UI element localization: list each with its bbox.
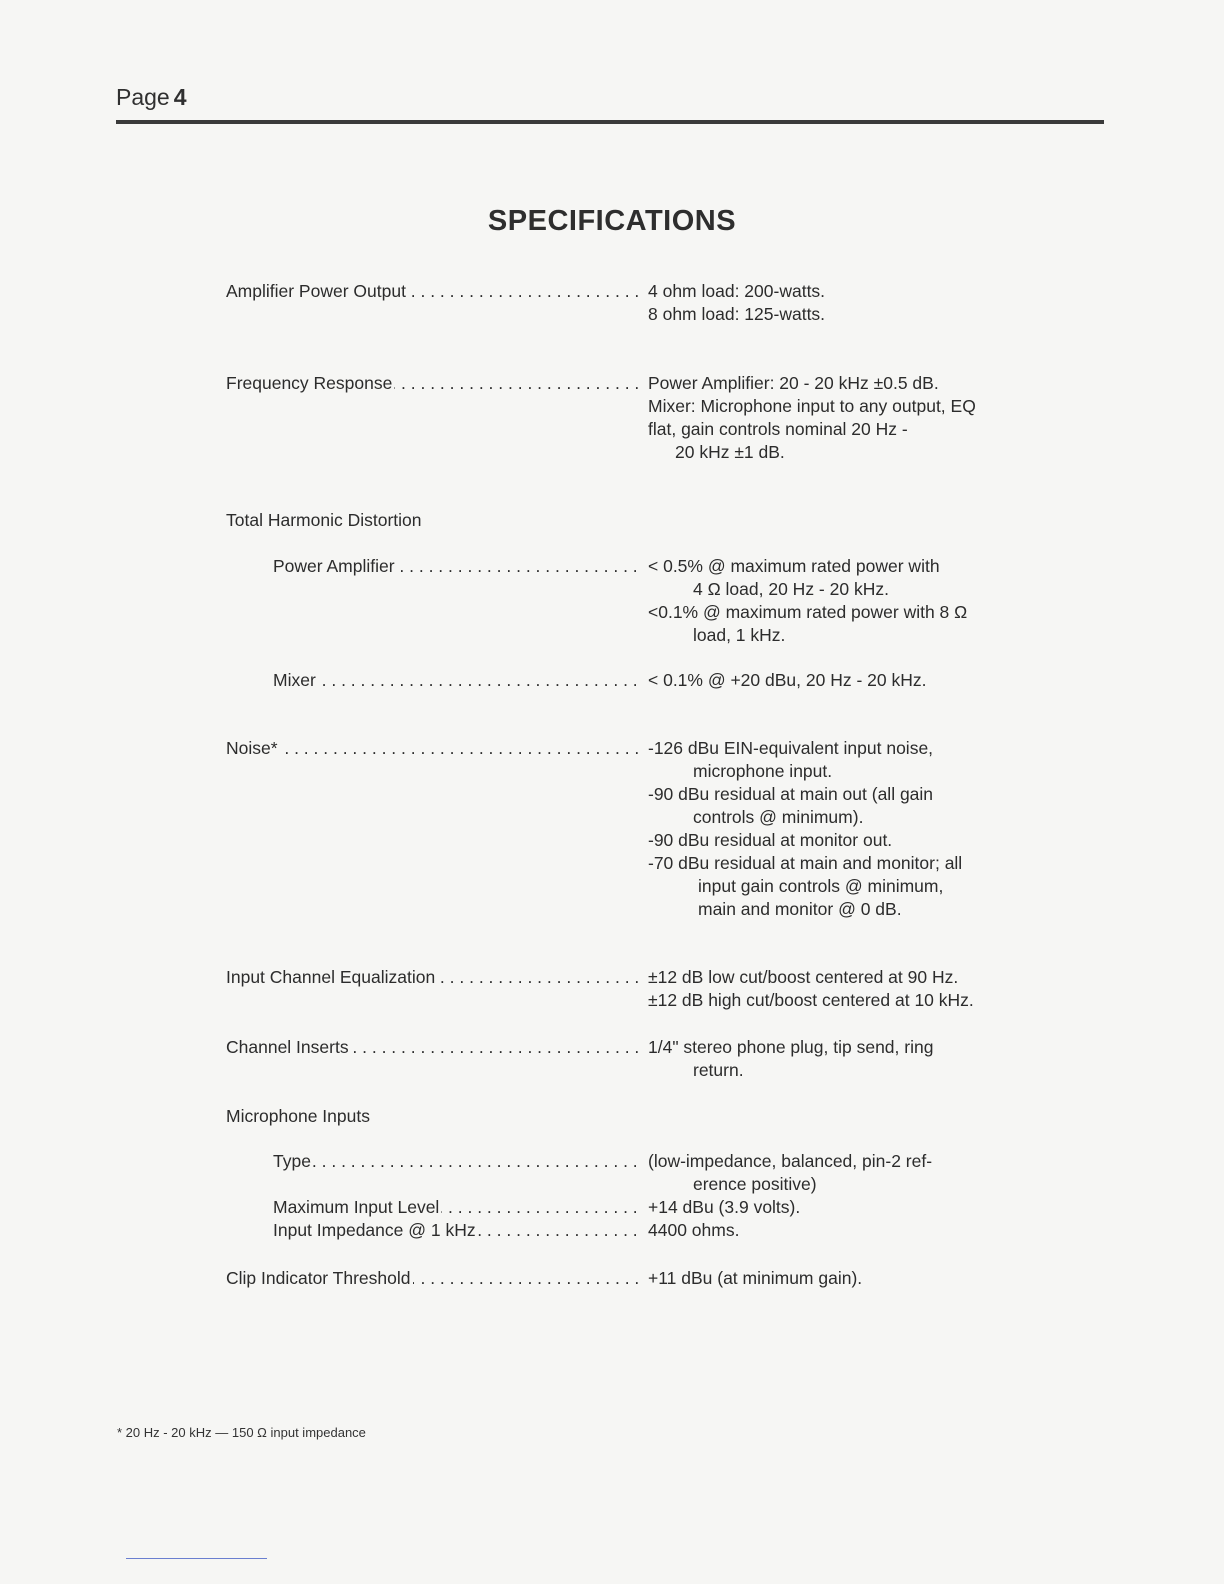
page-number: 4 xyxy=(173,84,187,110)
spec-label: Clip Indicator Threshold . . . xyxy=(226,1267,644,1290)
header-rule xyxy=(116,120,1104,124)
spec-label: Microphone Inputs xyxy=(226,1106,370,1126)
page-header xyxy=(116,84,187,111)
spec-values: ±12 dB low cut/boost centered at 90 Hz. ±12 dB high cut/boost centered at 10 kHz. xyxy=(648,967,974,1010)
page-title: SPECIFICATIONS xyxy=(487,205,737,237)
spec-label: Type . . . xyxy=(273,1150,644,1173)
spec-label: Total Harmonic Distortion xyxy=(226,510,422,530)
spec-values: Power Amplifier: 20 - 20 kHz ±0.5 dB. Mixer: Microphone input to any output, EQ flat, gain controls nominal 20 Hz - 20 kHz ±1 dB. xyxy=(648,373,976,462)
spec-values: +14 dBu (3.9 volts). xyxy=(648,1197,801,1217)
spec-values: (low-impedance, balanced, pin-2 ref- erence positive) xyxy=(648,1151,933,1194)
spec-values: 4400 ohms. xyxy=(648,1220,740,1240)
spec-values: < 0.1% @ +20 dBu, 20 Hz - 20 kHz. xyxy=(648,670,927,690)
spec-label: Input Impedance @ 1 kHz . . . xyxy=(273,1219,644,1242)
spec-label: Frequency Response . . . xyxy=(226,372,644,395)
spec-values: -126 dBu EIN-equivalent input noise, microphone input. -90 dBu residual at main out (all gain controls @ minimum). -90 dBu residual at monitor out. -70 dBu residual at main and monitor; all input gain controls @ minimum, main and monitor @ 0 dB. xyxy=(648,738,963,919)
spec-values: +11 dBu (at minimum gain). xyxy=(648,1268,863,1288)
spec-values: 4 ohm load: 200-watts. 8 ohm load: 125-watts. xyxy=(648,281,826,324)
spec-label: Power Amplifier . . . xyxy=(273,555,644,578)
spec-values: < 0.5% @ maximum rated power with 4 Ω load, 20 Hz - 20 kHz. <0.1% @ maximum rated power with 8 Ω load, 1 kHz. xyxy=(648,556,968,645)
spec-label: Maximum Input Level . . . xyxy=(273,1196,644,1219)
spec-label: Amplifier Power Output . . . xyxy=(226,280,644,303)
spec-label: Channel Inserts . . . xyxy=(226,1036,644,1059)
spec-label: Input Channel Equalization . . . xyxy=(226,966,644,989)
spec-label: Noise* . . . xyxy=(226,737,644,760)
spec-values: 1/4" stereo phone plug, tip send, ring return. xyxy=(648,1037,934,1080)
footnote: * 20 Hz - 20 kHz — 150 Ω input impedance xyxy=(117,1425,366,1440)
bottom-edge-line xyxy=(126,1558,267,1559)
page-label: Page xyxy=(116,84,170,110)
spec-label: Mixer . . . xyxy=(273,669,644,692)
